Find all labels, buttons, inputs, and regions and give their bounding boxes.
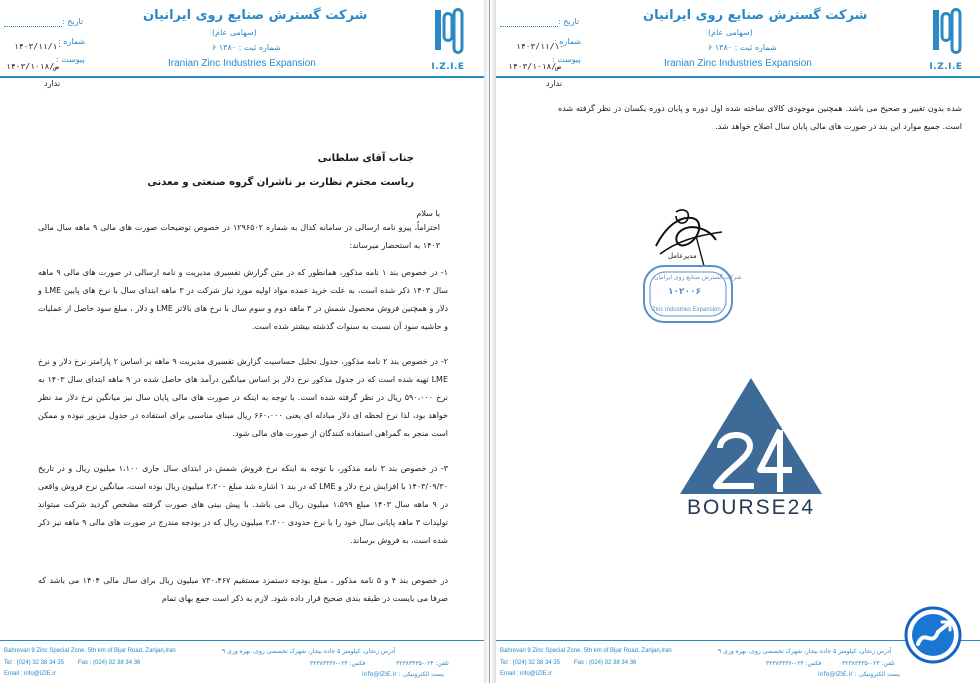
number-value: ۱۴۰۳/ص/۱۰۱۸ <box>508 62 561 71</box>
company-name-en: Iranian Zinc Industries Expansion <box>168 58 316 69</box>
date-label: تاریخ : <box>558 17 580 26</box>
company-logo <box>428 8 468 74</box>
attachment-label: پیوست : <box>552 55 581 64</box>
header-rule <box>496 76 980 78</box>
izie-logo-icon <box>432 8 464 58</box>
attachment-value: ندارد <box>44 79 61 88</box>
continuation-paragraph: شده بدون تغییر و صحیح می باشد. همچنین موجودی کالای ساخته شده اول دوره و پایان دوره یکسان در نظر گرفته شده است. جمیع موارد این بند در صورت های مالی پایان سال اصلاح خواهد شد. <box>558 104 962 131</box>
registration-number: شماره ثبت : ۱۳۸۰ ۶ <box>212 43 281 52</box>
number-label: شماره : <box>554 37 582 46</box>
item-1-paragraph: ۱- در خصوص بند ۱ نامه مذکور، همانطور که در متن گزارش تفسیری مدیریت و نامه ارسالی در صورت های مالی ۹ ماهه سال ۱۴۰۳ ذکر شده است، به علت خرید عمده مواد اولیه مورد نیاز شرکت در ۳ ماهه ابتدای سال با نرخ های پایین LME و دلار و همچنین فروش محصول شمش در ۳ ماهه دوم و سوم سال با نرخ های بالاتر LME و دلار ، مبلغ سود حاصل از عملیات و حاشیه سود آن نسبت به سنوات گذشته بیشتر شده است. <box>38 268 449 331</box>
footer-email-en: Email : info@IZIE.ir <box>4 671 56 677</box>
stamp-text-en: Zinc Industries Expansion <box>652 307 721 313</box>
company-name-fa: شرکت گسترش صنایع روی ایرانیان <box>143 8 368 23</box>
addressee-name: جناب آقای سلطانی <box>317 153 414 164</box>
date-dots <box>500 26 558 27</box>
item-2-paragraph: ۲- در خصوص بند ۲ نامه مذکور، جدول تحلیل حساسیت گزارش تفسیری مدیریت ۹ ماهه بر اساس ۲ پارامتر نرخ دلار و نرخ LME تهیه شده است که در جدول مذکور نرخ دلار بر اساس میانگین درآمد های حاصل شده در ۹ ماهه ابتدای سال ۱۴۰۳ به نرخ ۵۹۰،۰۰۰ ریال در نظر گرفته شده است. با توجه به اینکه در صورت های مالی پایان سال نیز میانگین نرخ دلار مد نظر خواهد بود، لذا نرخ لحظه ای دلار مبادله ای یعنی ۶۶۰،۰۰۰ ریال مبنای مناسبی برای استفاده در جدول مزبور نبوده و ممکن است منجر به گمراهی استفاده کنندگان از صورت های مالی شود. <box>38 357 449 438</box>
greeting: با سلام <box>416 209 440 218</box>
footer-fax-en: Fax : (024) 32 38 34 36 <box>78 660 141 666</box>
item-3-paragraph: ۳- در خصوص بند ۳ نامه مذکور، با توجه به اینکه نرخ فروش شمش در ابتدای سال جاری ۱،۱۰۰ میلیون ریال و در تاریخ ۱۴۰۳/۰۹/۳۰ با افزایش نرخ دلار و LME که در بند ۱ اشاره شد مبلغ ۲،۲۰۰ میلیون ریال بوده است، میانگین نرخ فروش واقعی در ۹ ماهه سال ۱۴۰۳ مبلغ ۱،۵۹۹ میلیون ریال می باشد. با پیش بینی های صورت گرفته مشخص گردید شرکت میتواند تولیدات ۳ ماهه پایانی سال خود را با نرخ حدودی ۲،۲۰۰ میلیون ریال که در بودجه مندرج در صورت های مالی ۹ ماهه نیز ذکر شده است، به فروش برساند. <box>38 464 449 545</box>
bourse24-wordmark: BOURSE24 <box>686 496 816 519</box>
footer-address-fa: آدرس زنجان، کیلومتر ۵ جاده بیجار، شهرک تخصصی روی، بهره وری ۹ <box>222 648 396 655</box>
footer-email-fa: پست الکترونیکی : info@IZIE.ir <box>818 671 901 678</box>
registration-number: شماره ثبت : ۱۳۸۰ ۶ <box>708 43 777 52</box>
logo-abbreviation: I.Z.I.E <box>929 62 963 72</box>
footer-address-fa: آدرس زنجان، کیلومتر ۵ جاده بیجار، شهرک تخصصی روی، بهره وری ۹ <box>718 648 892 655</box>
signature-mark <box>646 206 726 272</box>
attachment-value: ندارد <box>546 79 563 88</box>
footer-email-en: Email : info@IZIE.ir <box>500 671 552 677</box>
bourse24-badge-icon <box>904 606 962 664</box>
attachment-label: پیوست : <box>56 55 85 64</box>
company-name-fa: شرکت گسترش صنایع روی ایرانیان <box>643 8 868 23</box>
stamp-text-fa: شرکت گسترش صنایع روی ایرانیان <box>654 274 742 281</box>
footer-email-fa: پست الکترونیکی : info@IZIE.ir <box>362 671 445 678</box>
footer-tel-fa: تلفن: ۰۲۴-۳۲۳۸۳۴۳۵ <box>396 660 449 667</box>
number-label: شماره : <box>58 37 86 46</box>
company-name-en: Iranian Zinc Industries Expansion <box>664 58 812 69</box>
company-type: (سهامی عام) <box>212 28 257 37</box>
footer-tel-fa: تلفن: ۰۲۴-۳۲۳۸۳۴۳۵ <box>842 660 895 667</box>
date-value: ۱۴۰۳/۱۱/۱۰ <box>14 42 63 51</box>
footer-fax-fa: فکس: ۰۲۴-۳۲۳۸۳۴۳۶ <box>766 660 822 667</box>
intro-paragraph: احتراماً، پیرو نامه ارسالی در سامانه کدال به شماره ۱۲۹۶۵۰۲ در خصوص توضیحات صورت های مالی ۹ ماهه سال مالی ۱۴۰۳ به استحضار میرساند: <box>38 223 440 250</box>
letter-page-1 <box>0 0 484 683</box>
date-value: ۱۴۰۳/۱۱/۱۰ <box>516 42 565 51</box>
footer-tel-en: Tel : (024) 32 38 34 35 <box>500 660 561 666</box>
company-logo <box>926 8 966 74</box>
stamp-number: ۱۰۲۰۰۶ <box>668 287 701 297</box>
footer-rule <box>0 640 484 641</box>
number-value: ۱۴۰۳/ص/۱۰۱۸ <box>6 62 59 71</box>
company-type: (سهامی عام) <box>708 28 753 37</box>
signatory-title: مدیرعامل <box>668 252 697 260</box>
addressee-title: ریاست محترم نظارت بر ناشران گروه صنعتی و معدنی <box>147 177 414 188</box>
date-dots <box>4 26 62 27</box>
footer-address-en: Bahrevari 9 Zinc Special Zone, 5th km of Bijar Road, Zanjan,Iran <box>4 648 176 654</box>
footer-address-en: Bahrevari 9 Zinc Special Zone, 5th km of Bijar Road, Zanjan,Iran <box>500 648 672 654</box>
page-gutter <box>484 0 496 683</box>
item-4-5-paragraph: در خصوص بند ۴ و ۵ نامه مذکور ، مبلغ بودجه دستمزد مستقیم ۷۳۰،۴۶۷ میلیون ریال برای سال مالی ۱۴۰۴ می باشد که صرفا می بایست در طبقه بندی صحیح قرار داده شود. لازم به ذکر است جمع بهای تمام <box>38 576 449 603</box>
footer-fax-fa: فکس: ۰۲۴-۳۲۳۸۳۴۳۶ <box>310 660 366 667</box>
letter-page-2 <box>496 0 980 683</box>
footer-fax-en: Fax : (024) 32 38 34 36 <box>574 660 637 666</box>
footer-tel-en: Tel : (024) 32 38 34 35 <box>4 660 65 666</box>
logo-abbreviation: I.Z.I.E <box>431 62 465 72</box>
header-rule <box>0 76 484 78</box>
date-label: تاریخ : <box>62 17 84 26</box>
izie-logo-icon <box>930 8 962 58</box>
